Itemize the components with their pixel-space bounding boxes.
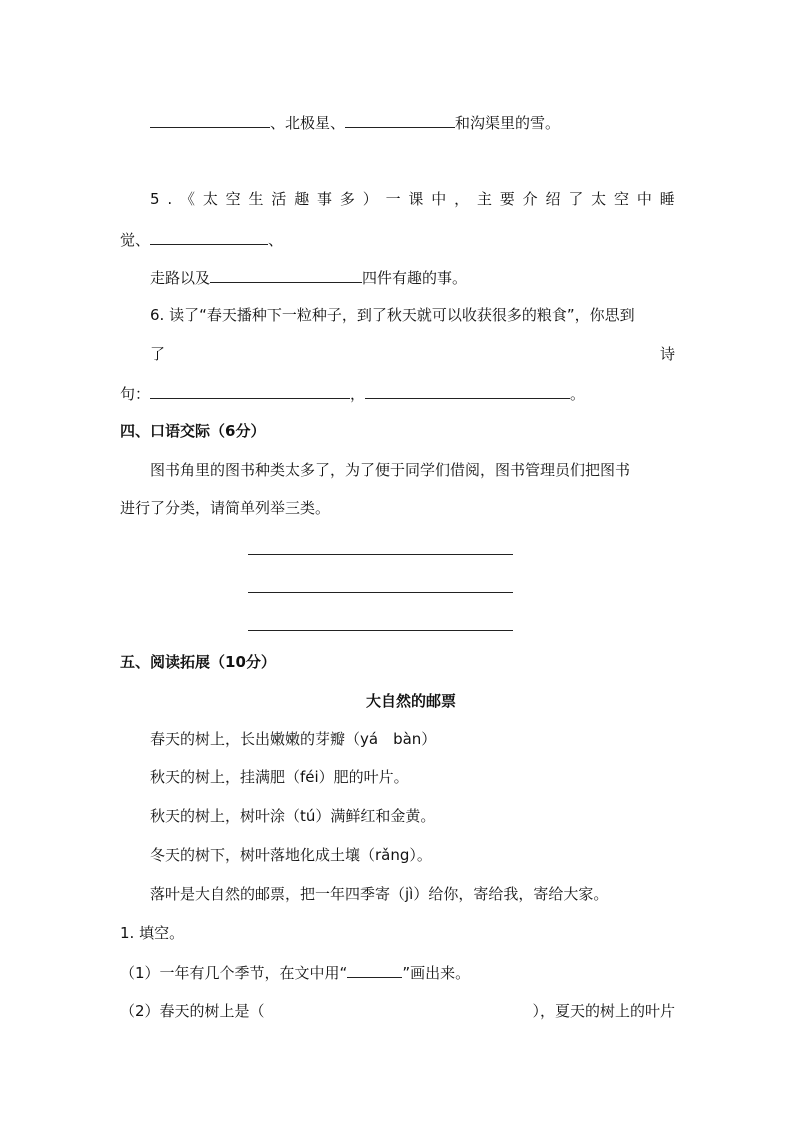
q5-char: 空 [225, 190, 241, 208]
section-4-title: 四、口语交际（6分） [120, 422, 266, 440]
q4-mid-text: 、北极星、 [270, 114, 346, 132]
q5-char: 趣 [294, 190, 310, 208]
q6-line-2 [150, 344, 675, 364]
answer-blank[interactable] [150, 112, 270, 128]
q5-line-3 [150, 267, 467, 288]
answer-blank[interactable] [150, 383, 350, 399]
q4-end-text: 和沟渠里的雪。 [455, 114, 561, 132]
q5-char: 事 [317, 190, 333, 208]
answer-blank[interactable] [150, 229, 268, 245]
q6-line-1: 6. 读了“春天播种下一粒种子，到了秋天就可以收获很多的粮食”，你思到 [150, 306, 635, 324]
q5-char: 睡 [659, 190, 675, 208]
q5-char: 介 [522, 190, 538, 208]
q5-char: . [167, 190, 173, 208]
q5-char: 主 [476, 190, 492, 208]
answer-blank[interactable] [210, 267, 362, 283]
q5-char: 空 [614, 190, 630, 208]
q6-line3-comma: ， [350, 385, 366, 403]
q5-line3-start: 走路以及 [150, 269, 211, 287]
section-5-title: 五、阅读拓展（10分） [120, 653, 276, 671]
section-4-para-1: 图书角里的图书种类太多了，为了便于同学们借阅，图书管理员们把图书 [150, 461, 631, 479]
q1-1-start: （1）一年有几个季节，在文中用“ [120, 964, 348, 982]
q6-line3-start: 句： [120, 385, 151, 403]
q5-char: 活 [271, 190, 287, 208]
q5-char: 课 [408, 190, 424, 208]
question-1-title: 1. 填空。 [120, 924, 185, 942]
q5-line2-start: 觉、 [120, 231, 151, 249]
q1-1-end: ”画出来。 [402, 964, 471, 982]
q1-2-start: （2）春天的树上是（ [120, 1002, 265, 1020]
question-1-2 [120, 1001, 675, 1021]
answer-line-2[interactable] [248, 592, 513, 593]
answer-blank[interactable] [347, 962, 402, 978]
q5-char: 一 [385, 190, 401, 208]
q6-line3-end: 。 [570, 385, 586, 403]
answer-blank[interactable] [365, 383, 570, 399]
q5-char: ） [362, 190, 378, 208]
q6-line2-right: 诗 [659, 345, 675, 363]
q5-char: 要 [499, 190, 515, 208]
poem-title: 大自然的邮票 [366, 692, 457, 710]
poem-line: 秋天的树上，挂满肥（féi）肥的叶片。 [150, 768, 409, 786]
q1-2-end: ），夏天的树上的叶片 [532, 1002, 675, 1020]
q5-char: 中 [636, 190, 652, 208]
poem-line: 秋天的树上，树叶涂（tú）满鲜红和金黄。 [150, 807, 436, 825]
q5-char: 《 [179, 190, 195, 208]
section-4-para-2: 进行了分类，请简单列举三类。 [120, 499, 331, 517]
q5-char: 5 [150, 190, 160, 208]
q5-char: 生 [248, 190, 264, 208]
answer-blank[interactable] [345, 112, 455, 128]
poem-line: 落叶是大自然的邮票，把一年四季寄（jì）给你，寄给我，寄给大家。 [150, 885, 609, 903]
q5-line2-end: 、 [268, 231, 284, 249]
poem-line: 春天的树上，长出嫩嫩的芽瓣（yá bàn） [150, 730, 437, 748]
q5-line-1 [150, 189, 675, 209]
answer-line-3[interactable] [248, 630, 513, 631]
answer-line-1[interactable] [248, 554, 513, 555]
q5-char: 多 [339, 190, 355, 208]
q5-line3-end: 四件有趣的事。 [362, 269, 468, 287]
q5-char: 太 [202, 190, 218, 208]
poem-line: 冬天的树下，树叶落地化成土壤（rǎng）。 [150, 846, 432, 864]
q6-line2-left: 了 [150, 345, 166, 363]
q5-line-2 [120, 229, 283, 250]
q5-char: 太 [591, 190, 607, 208]
q6-line-3 [120, 383, 585, 404]
q5-char: 中 [431, 190, 447, 208]
q5-char: 了 [568, 190, 584, 208]
q4-fill-line [150, 112, 560, 133]
q5-char: 绍 [545, 190, 561, 208]
q5-char: ， [454, 190, 470, 208]
question-1-1 [120, 962, 470, 983]
